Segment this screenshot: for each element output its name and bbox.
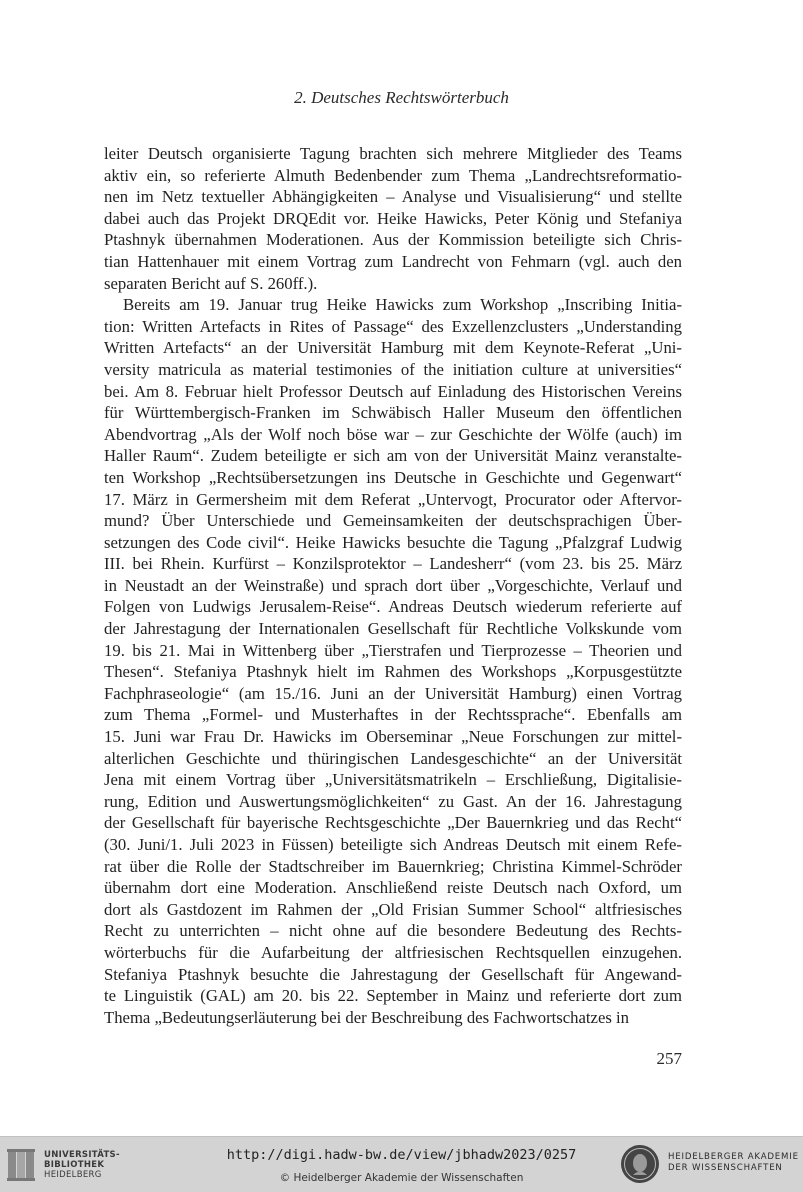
- text-line: versity matricula as material testimonies of the initiation culture at universities“: [104, 359, 682, 379]
- text-line: nen im Netz textueller Abhängigkeiten – Analyse und Visualisierung“ und stellte: [104, 187, 682, 207]
- text-line: te Linguistik (GAL) am 20. bis 22. September in Mainz und referierte dort zum: [104, 986, 682, 1006]
- copyright-notice: © Heidelberger Akademie der Wissenschaften: [279, 1172, 524, 1184]
- text-line: Jena mit einem Vortrag über „Universitätsmatrikeln – Erschließung, Digitalisie-: [104, 770, 682, 790]
- text-line: Thesen“. Stefaniya Ptashnyk hielt im Rahmen des Workshops „Korpusgestützte: [104, 662, 682, 682]
- text-line: Stefaniya Ptashnyk besuchte die Jahrestagung der Gesellschaft für Angewand-: [104, 964, 682, 984]
- text-line: alterlichen Geschichte und thüringischen Landesgeschichte“ an der Universität: [104, 748, 682, 768]
- academy-seal-icon: [620, 1143, 660, 1185]
- text-line: 19. bis 21. Mai in Wittenberg über „Tierstrafen und Tierprozesse – Theorien und: [104, 640, 682, 660]
- text-line: Written Artefacts“ an der Universität Hamburg mit dem Keynote-Referat „Uni-: [104, 338, 682, 358]
- text-line: der Gesellschaft für bayerische Rechtsgeschichte „Der Bauernkrieg und das Recht“: [104, 813, 682, 833]
- text-line: rat über die Rolle der Stadtschreiber im Bauernkrieg; Christina Kimmel-Schröder: [104, 856, 682, 876]
- text-line: tion: Written Artefacts in Rites of Passage“ des Exzellenzclusters „Understanding: [104, 316, 682, 336]
- text-line: bei. Am 8. Februar hielt Professor Deutsch auf Einladung des Historischen Vereins: [104, 381, 682, 401]
- text-line: zum Thema „Formel- und Musterhaftes in der Rechtssprache“. Ebenfalls am: [104, 705, 682, 725]
- text-line: mund? Über Unterschiede und Gemeinsamkeiten der deutschsprachigen Über-: [104, 511, 682, 531]
- page-number: 257: [656, 1049, 682, 1068]
- text-line: wörterbuchs für die Aufarbeitung der altfriesischen Rechtsquellen einzugehen.: [104, 942, 682, 962]
- text-line: Ptashnyk übernahmen Moderationen. Aus der Kommission beteiligte sich Chris-: [104, 230, 682, 250]
- text-line: Abendvortrag „Als der Wolf noch böse war – zur Geschichte der Wölfe (auch) im: [104, 424, 682, 444]
- text-line: separaten Bericht auf S. 260ff.).: [104, 273, 318, 293]
- text-line: in Neustadt an der Weinstraße) und sprach dort über „Vorgeschichte, Verlauf und: [104, 575, 682, 595]
- text-line: III. bei Rhein. Kurfürst – Konzilsprotektor – Landesherr“ (vom 23. bis 25. März: [104, 554, 682, 574]
- library-logo-line-1: UNIVERSITÄTS-: [44, 1150, 120, 1160]
- text-line: dabei auch das Projekt DRQEdit vor. Heike Hawicks, Peter König und Stefaniya: [104, 208, 682, 228]
- text-line: setzungen des Code civil“. Heike Hawicks besuchte die Tagung „Pfalzgraf Ludwig: [104, 532, 682, 552]
- text-line: aktiv ein, so referierte Almuth Bedenbender zum Thema „Landrechtsreformatio-: [104, 165, 682, 185]
- text-line: rung, Edition und Auswertungsmöglichkeiten“ zu Gast. An der 16. Jahrestagung: [104, 791, 682, 811]
- running-title: 2. Deutsches Rechtswörterbuch: [294, 88, 509, 107]
- text-line: ten Workshop „Rechtsübersetzungen ins Deutsche in Geschichte und Gegenwart“: [104, 467, 682, 487]
- academy-logo-text: [668, 1152, 799, 1174]
- text-line: (30. Juni/1. Juli 2023 in Füssen) beteiligte sich Andreas Deutsch mit einem Refe-: [104, 835, 682, 854]
- text-line: Haller Raum“. Zudem beteiligte er sich am von der Universität Mainz veranstalte-: [104, 446, 682, 466]
- library-logo-line-2: BIBLIOTHEK: [44, 1160, 105, 1170]
- academy-logo[interactable]: [620, 1143, 800, 1187]
- text-line: Fachphraseologie“ (am 15./16. Juni an der Universität Hamburg) einen Vortrag: [104, 683, 682, 703]
- text-line: Recht zu unterrichten – nicht ohne auf die besondere Bedeutung des Rechts-: [104, 921, 682, 941]
- text-line: der Jahrestagung der Internationalen Gesellschaft für Rechtliche Volkskunde vom: [104, 619, 682, 639]
- text-line: tian Hattenhauer mit einem Vortrag zum Landrecht von Fehmarn (vgl. auch den: [104, 251, 682, 271]
- text-line: dort als Gastdozent im Rahmen der „Old Frisian Summer School“ altfriesisches: [104, 899, 682, 919]
- library-logo-line-3: HEIDELBERG: [44, 1170, 102, 1180]
- permalink-url[interactable]: http://digi.hadw-bw.de/view/jbhadw2023/0257: [226, 1147, 577, 1163]
- text-line: für Württembergisch-Franken im Schwäbisch Haller Museum den öffentlichen: [104, 403, 682, 423]
- text-line: 15. Juni war Frau Dr. Hawicks im Oberseminar „Neue Forschungen zur mittel-: [104, 727, 682, 747]
- text-line: Folgen von Ludwigs Jerusalem-Reise“. Andreas Deutsch wiederum referierte auf: [104, 597, 682, 617]
- text-line: 17. März in Germersheim mit dem Referat „Untervogt, Procurator oder Aftervor-: [104, 489, 682, 509]
- text-line: Thema „Bedeutungserläuterung bei der Beschreibung des Fachwortschatzes in: [104, 1007, 630, 1027]
- text-line: leiter Deutsch organisierte Tagung brachten sich mehrere Mitglieder des Teams: [104, 144, 682, 163]
- text-line: Bereits am 19. Januar trug Heike Hawicks zum Workshop „Inscribing Initia-: [123, 295, 682, 315]
- viewer-footer: [0, 1136, 803, 1192]
- text-line: übernahm dort eine Moderation. Anschließend reiste Deutsch nach Oxford, um: [104, 878, 682, 898]
- academy-logo-line-2: DER WISSENSCHAFTEN: [668, 1163, 783, 1173]
- body-text: [104, 143, 682, 1028]
- academy-logo-line-1: HEIDELBERGER AKADEMIE: [668, 1152, 799, 1162]
